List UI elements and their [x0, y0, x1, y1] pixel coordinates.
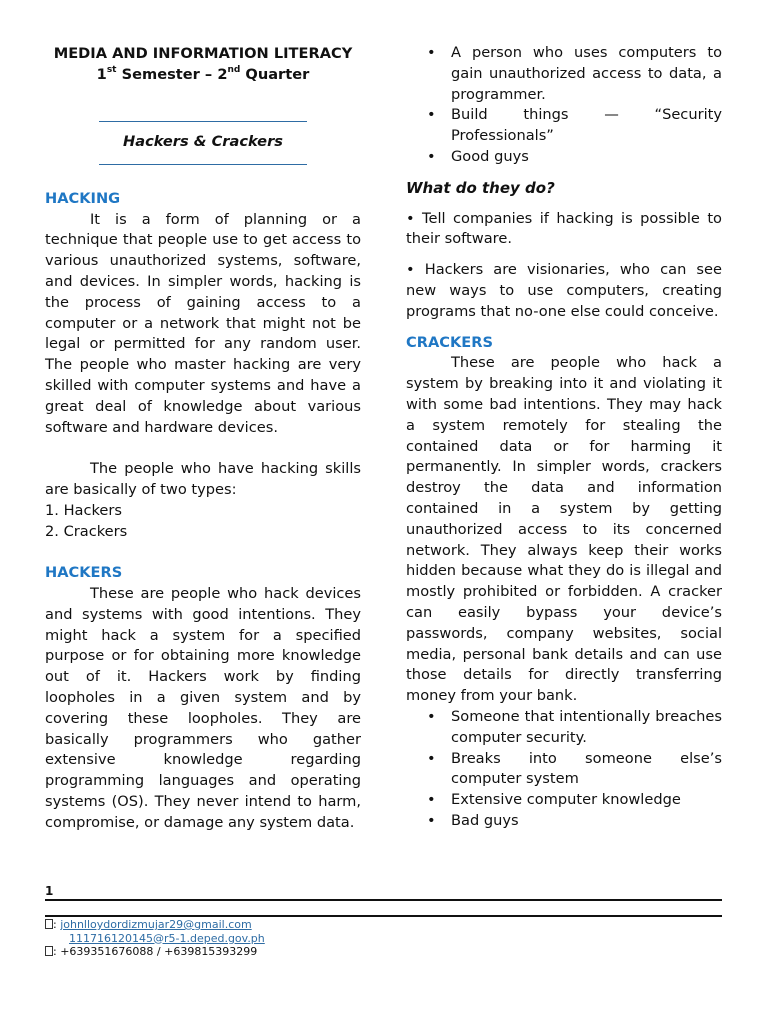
list-item: • Someone that intentionally breaches computer security. — [427, 707, 722, 746]
email-link-primary[interactable]: johnlloydordizmujar29@gmail.com — [60, 918, 252, 931]
footer-contact — [45, 918, 265, 959]
section-heading-crackers: CRACKERS — [406, 333, 493, 351]
footer-divider-bottom — [45, 915, 722, 917]
type-item-crackers: 2. Crackers — [45, 522, 128, 540]
crackers-paragraph: These are people who hack a system by breaking into it and violating it with some bad intentions. They may hack a system remotely for stealing the contained data or for harming it permanently. In simpler words, crackers destroy the data and information contained in a system by getting unauthorized access to its concerned network. They always keep their works hidden because what they do is illegal and mostly prohibited or forbidden. A cracker can easily bypass your device’s passwords, company websites, social media, personal bank details and can use those details for directly transferring money from your bank. — [406, 354, 722, 705]
bullet-icon: • — [427, 811, 436, 829]
section-heading-hackers: HACKERS — [45, 564, 123, 582]
hackers-bullet-list — [406, 43, 722, 168]
email-line: : johnlloydordizmujar29@gmail.com — [45, 918, 265, 932]
bullet-icon: • — [427, 44, 436, 61]
list-item: • Extensive computer knowledge — [406, 790, 722, 811]
page-number: 1 — [45, 884, 54, 898]
hacking-paragraph: It is a form of planning or a technique that people use to get access to various unauthorized systems, software, and devices. In simpler words, hacking is the process of gaining access to a computer or a network that might not be legal or permitted for any random user. The people who master hacking are very skilled with computer systems and have a great deal of knowledge about various software and hardware devices. — [45, 210, 361, 436]
what-they-do-heading: What do they do? — [406, 178, 555, 197]
section-heading-hacking: HACKING — [45, 189, 121, 207]
list-item: • A person who uses computers to gain unauthorized access to data, a programmer. — [427, 44, 722, 103]
bullet-icon: • — [427, 749, 436, 767]
list-item: • Good guys — [406, 147, 722, 168]
right-column — [406, 43, 722, 832]
phone-icon — [45, 946, 53, 956]
semester-quarter: 1st Semester – 2nd Quarter — [96, 65, 310, 83]
phone-numbers: +639351676088 / +639815393299 — [60, 945, 258, 958]
bullet-icon: • — [427, 106, 436, 124]
list-item: • Bad guys — [406, 811, 722, 832]
bullet-icon: • — [427, 147, 436, 165]
phone-line: : +639351676088 / +639815393299 — [45, 945, 265, 959]
bullet-icon: • — [427, 791, 436, 809]
hackers-paragraph: These are people who hack devices and systems with good intentions. They might hack a system for a specified purpose or for obtaining more knowledge out of it. Hackers work by finding loopholes in a given system and by covering these loopholes. They are basically programmers who gather extensive knowledge regarding programming languages and operating systems (OS). They never intend to harm, compromise, or damage any system data. — [45, 584, 361, 831]
hacking-types-intro: The people who have hacking skills are basically of two types: — [45, 460, 361, 498]
course-title: MEDIA AND INFORMATION LITERACY — [53, 45, 353, 62]
list-item: • Breaks into someone else’s computer system — [427, 749, 722, 788]
type-item-hackers: 1. Hackers — [45, 501, 123, 519]
email-icon — [45, 919, 53, 929]
crackers-bullet-list — [406, 707, 722, 832]
list-item: • Build things — “Security Professionals” — [427, 106, 722, 145]
bullet-icon: • — [427, 707, 436, 725]
email-link-secondary[interactable]: 111716120145@r5-1.deped.gov.ph — [69, 931, 265, 945]
what-they-do-point: • Tell companies if hacking is possible to their software. — [406, 209, 722, 248]
footer-divider-top — [45, 899, 722, 901]
what-they-do-point: • Hackers are visionaries, who can see new ways to use computers, creating programs that no-one else could conceive. — [406, 261, 722, 320]
document-title: Hackers & Crackers — [123, 133, 283, 150]
left-column — [45, 43, 361, 834]
